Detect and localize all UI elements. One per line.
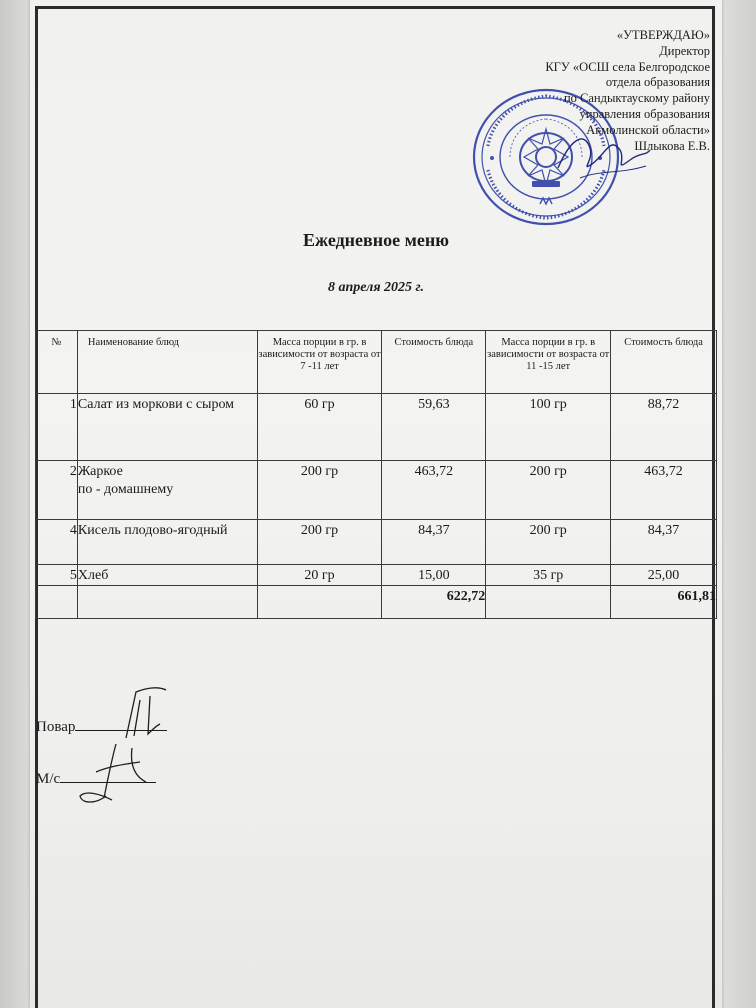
empty-cell (36, 586, 78, 619)
cost-11-15: 463,72 (611, 461, 717, 520)
cost-11-15: 84,37 (611, 520, 717, 565)
approval-line: Директор (659, 43, 710, 58)
row-number: 2 (36, 461, 78, 520)
empty-cell (486, 586, 611, 619)
dish-name: Салат из моркови с сыром (77, 394, 257, 461)
approval-line: Шлыкова Е.В. (634, 138, 710, 153)
header-cost-7-11: Стоимость блюда (382, 331, 486, 394)
mass-11-15: 200 гр (486, 520, 611, 565)
mass-7-11: 20 гр (257, 565, 382, 586)
totals-row (36, 586, 717, 619)
row-number: 4 (36, 520, 78, 565)
header-number: № (36, 331, 78, 394)
approval-line: Акмолинской области» (586, 122, 710, 137)
row-number: 1 (36, 394, 78, 461)
cook-label: Повар (36, 719, 76, 735)
row-number: 5 (36, 565, 78, 586)
cost-7-11: 59,63 (382, 394, 486, 461)
table-row (36, 394, 717, 461)
approval-line: управления образования (579, 106, 710, 121)
nurse-label: М/с (36, 771, 61, 787)
page-title: Ежедневное меню (303, 230, 449, 250)
mass-7-11: 60 гр (257, 394, 382, 461)
header-mass-11-15: Масса порции в гр. в зависимости от возраста от 11 -15 лет (486, 331, 611, 394)
mass-7-11: 200 гр (257, 520, 382, 565)
cost-7-11: 84,37 (382, 520, 486, 565)
cost-7-11: 15,00 (382, 565, 486, 586)
cost-7-11: 463,72 (382, 461, 486, 520)
cook-signature-icon (106, 686, 176, 742)
header-dish-name: Наименование блюд (77, 331, 257, 394)
approval-line: КГУ «ОСШ села Белгородское (545, 59, 710, 74)
dish-name: Жаркое по - домашнему (77, 461, 257, 520)
cost-11-15: 25,00 (611, 565, 717, 586)
mass-11-15: 200 гр (486, 461, 611, 520)
empty-cell (257, 586, 382, 619)
dish-name: Хлеб (77, 565, 257, 586)
director-signature-icon (550, 120, 660, 190)
nurse-signature-icon (76, 738, 166, 808)
total-cost-7-11: 622,72 (382, 586, 486, 619)
dish-name: Кисель плодово-ягодный (77, 520, 257, 565)
approval-line: отдела образования (605, 75, 710, 90)
table-row (36, 565, 717, 586)
mass-7-11: 200 гр (257, 461, 382, 520)
approval-line: по Сандыктаускому району (563, 91, 710, 106)
total-cost-11-15: 661,81 (611, 586, 717, 619)
table-row (36, 520, 717, 565)
menu-date: 8 апреля 2025 г. (327, 280, 425, 295)
mass-11-15: 35 гр (486, 565, 611, 586)
header-cost-11-15: Стоимость блюда (611, 331, 717, 394)
table-header-row (36, 331, 717, 394)
paper-sheet (30, 0, 722, 1008)
cost-11-15: 88,72 (611, 394, 717, 461)
mass-11-15: 100 гр (486, 394, 611, 461)
menu-table (35, 330, 717, 619)
header-mass-7-11: Масса порции в гр. в зависимости от возраста от 7 -11 лет (257, 331, 382, 394)
table-row (36, 461, 717, 520)
empty-cell (77, 586, 257, 619)
approval-line: «УТВЕРЖДАЮ» (616, 28, 710, 42)
